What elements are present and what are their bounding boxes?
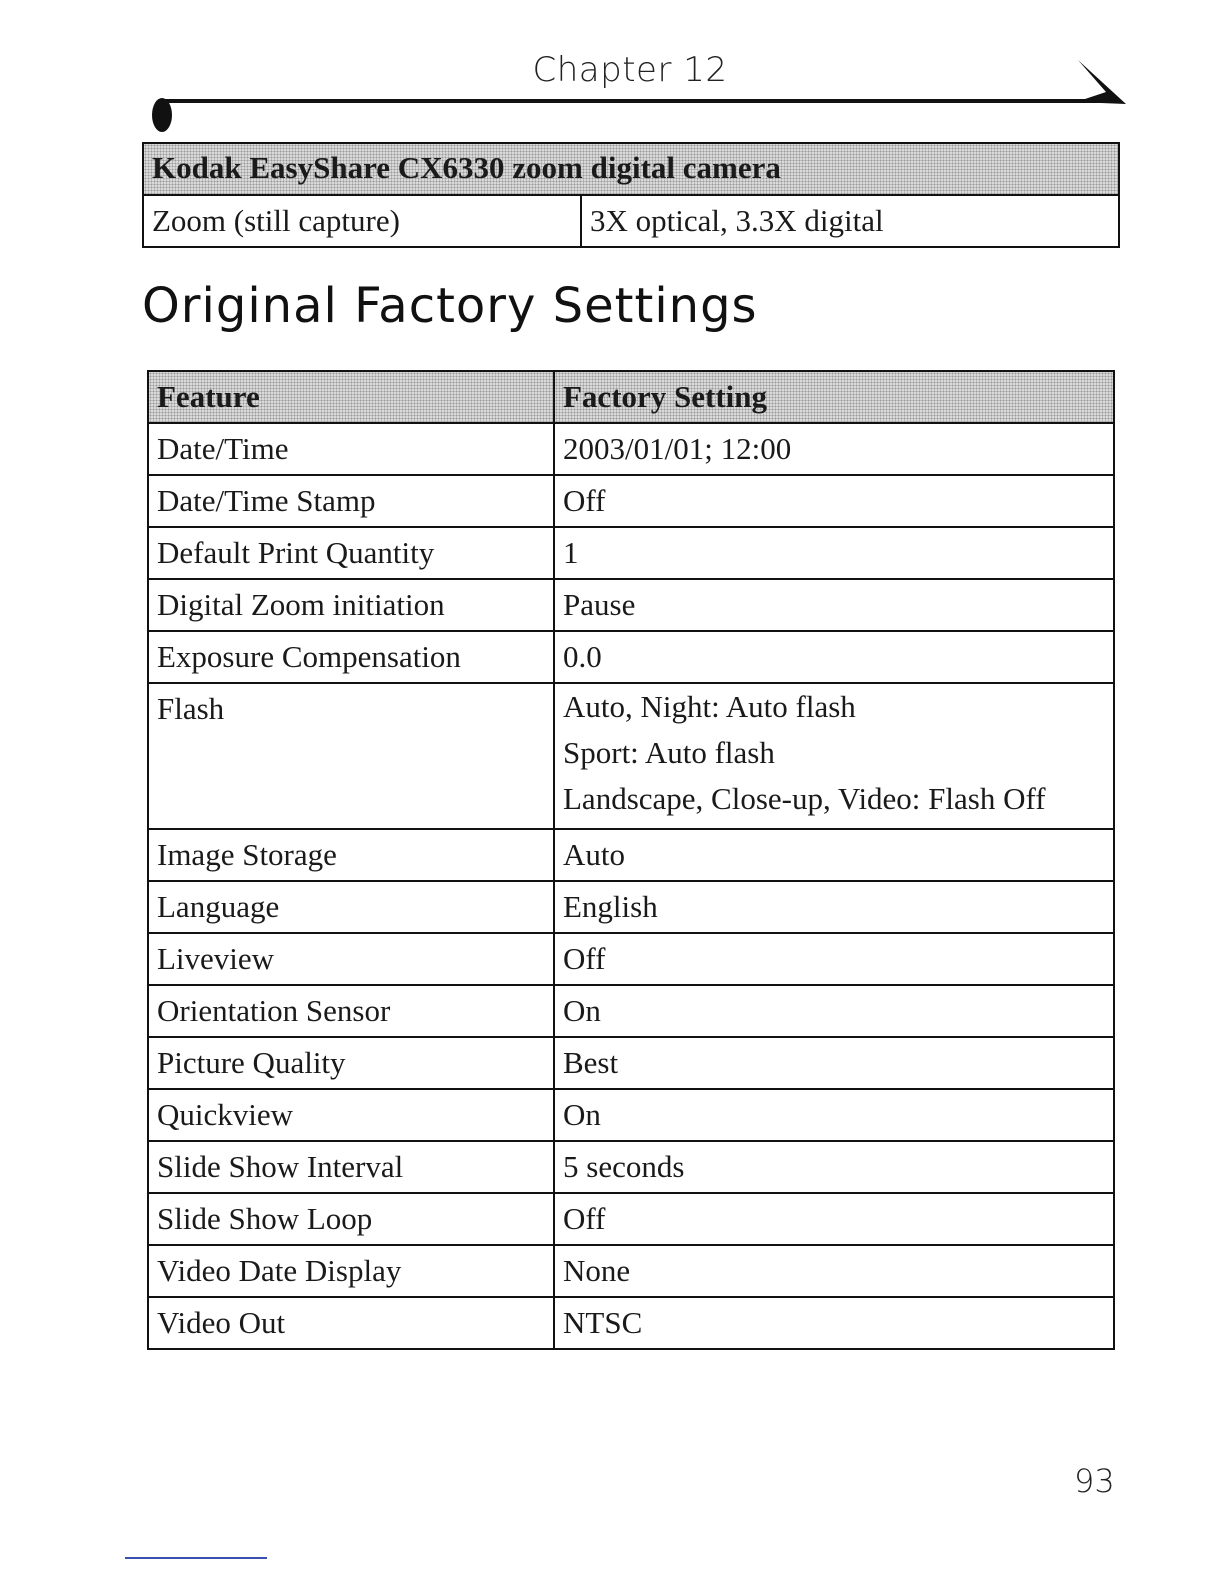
feature-cell: Orientation Sensor	[148, 985, 554, 1037]
table-row	[148, 423, 1114, 475]
setting-cell: Best	[554, 1037, 1114, 1089]
setting-cell: Off	[554, 1193, 1114, 1245]
table-row	[148, 1297, 1114, 1349]
table-row	[148, 1037, 1114, 1089]
feature-cell: Exposure Compensation	[148, 631, 554, 683]
table-row	[143, 195, 1119, 247]
table-row	[148, 933, 1114, 985]
setting-cell: English	[554, 881, 1114, 933]
feature-cell: Quickview	[148, 1089, 554, 1141]
feature-cell: Flash	[148, 683, 554, 829]
feature-cell: Picture Quality	[148, 1037, 554, 1089]
chapter-title: Chapter 12	[532, 50, 728, 90]
setting-cell: Off	[554, 933, 1114, 985]
footer-rule	[125, 1557, 267, 1559]
table-row	[148, 881, 1114, 933]
settings-table-body	[148, 423, 1114, 1349]
table-row	[148, 1193, 1114, 1245]
header-bullet-dot	[152, 98, 172, 132]
setting-cell: 2003/01/01; 12:00	[554, 423, 1114, 475]
setting-line: Sport: Auto flash	[563, 735, 775, 770]
feature-cell: Date/Time Stamp	[148, 475, 554, 527]
table-row	[148, 527, 1114, 579]
feature-cell: Video Date Display	[148, 1245, 554, 1297]
table-row	[148, 475, 1114, 527]
setting-cell: Off	[554, 475, 1114, 527]
table-row	[148, 1089, 1114, 1141]
table-row	[148, 631, 1114, 683]
feature-cell: Slide Show Loop	[148, 1193, 554, 1245]
table-row	[148, 1245, 1114, 1297]
column-header-factory-setting: Factory Setting	[554, 371, 1114, 423]
setting-cell: 0.0	[554, 631, 1114, 683]
table-row	[148, 579, 1114, 631]
section-title: Original Factory Settings	[142, 278, 758, 334]
feature-cell: Video Out	[148, 1297, 554, 1349]
feature-cell: Default Print Quantity	[148, 527, 554, 579]
setting-line: Auto, Night: Auto flash	[563, 689, 856, 724]
setting-cell: Auto	[554, 829, 1114, 881]
table-row	[148, 985, 1114, 1037]
spec-value-cell: 3X optical, 3.3X digital	[581, 195, 1119, 247]
setting-cell: On	[554, 1089, 1114, 1141]
feature-cell: Digital Zoom initiation	[148, 579, 554, 631]
setting-cell: Pause	[554, 579, 1114, 631]
feature-cell: Slide Show Interval	[148, 1141, 554, 1193]
spec-table-header-row	[143, 143, 1119, 195]
feature-cell: Date/Time	[148, 423, 554, 475]
feature-cell: Image Storage	[148, 829, 554, 881]
camera-spec-table	[142, 142, 1120, 248]
setting-cell: None	[554, 1245, 1114, 1297]
setting-cell	[554, 683, 1114, 829]
feature-cell: Liveview	[148, 933, 554, 985]
chapter-arrow-icon	[1076, 58, 1128, 106]
settings-table-header-row	[148, 371, 1114, 423]
feature-cell: Language	[148, 881, 554, 933]
setting-line: Landscape, Close-up, Video: Flash Off	[563, 781, 1046, 816]
spec-feature-cell: Zoom (still capture)	[143, 195, 581, 247]
table-row	[148, 829, 1114, 881]
page-number: 93	[1074, 1462, 1115, 1500]
table-row	[148, 1141, 1114, 1193]
setting-cell: 5 seconds	[554, 1141, 1114, 1193]
factory-settings-table	[147, 370, 1115, 1350]
header-rule	[162, 99, 1112, 103]
setting-cell: On	[554, 985, 1114, 1037]
table-row	[148, 683, 1114, 829]
setting-cell: NTSC	[554, 1297, 1114, 1349]
spec-table-title: Kodak EasyShare CX6330 zoom digital camera	[143, 143, 1119, 195]
column-header-feature: Feature	[148, 371, 554, 423]
setting-cell: 1	[554, 527, 1114, 579]
